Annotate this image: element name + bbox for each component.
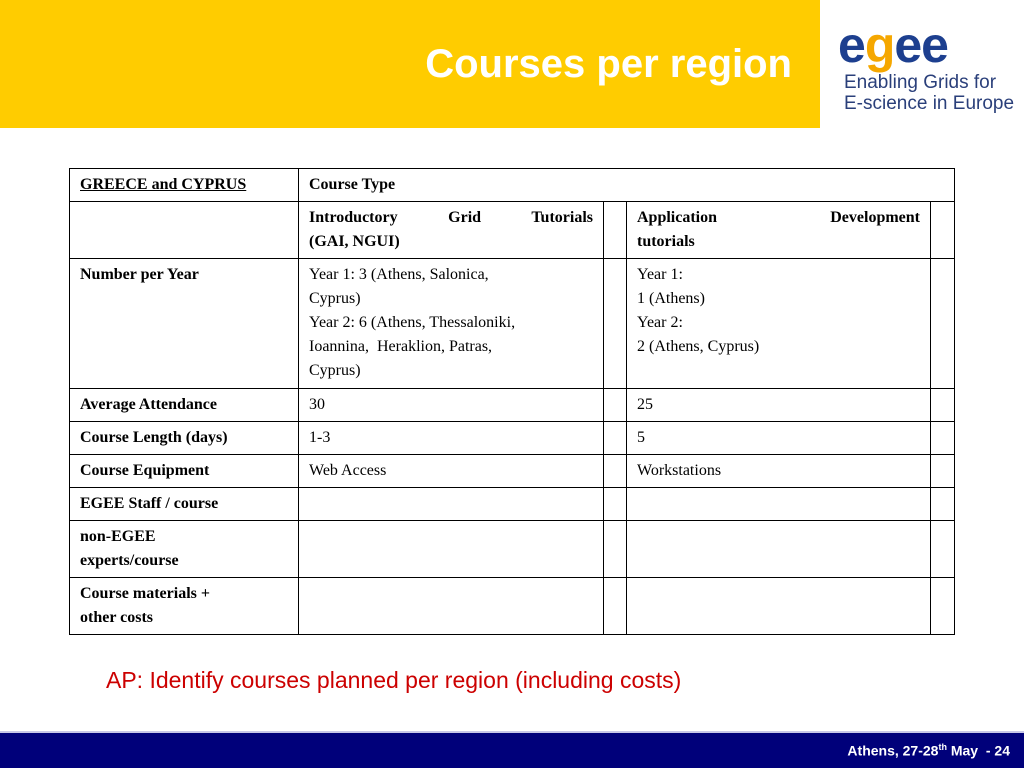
row-label bbox=[70, 521, 299, 578]
spacer-cell bbox=[604, 455, 627, 488]
table-row bbox=[70, 259, 955, 389]
footer-band bbox=[0, 731, 1024, 768]
cell-line: Cyprus) bbox=[309, 362, 361, 379]
slide-title: Courses per region bbox=[425, 42, 792, 86]
spacer-cell bbox=[931, 389, 955, 422]
row-label-line: experts/course bbox=[80, 552, 179, 569]
table-cell: 1-3 bbox=[299, 422, 604, 455]
region-label: GREECE and CYPRUS bbox=[80, 176, 247, 193]
egee-logo bbox=[838, 17, 1018, 120]
table-cell bbox=[299, 259, 604, 389]
row-label: Course Equipment bbox=[70, 455, 299, 488]
logo-word bbox=[838, 17, 948, 73]
col2-header-line: tutorials bbox=[637, 233, 695, 250]
table-row bbox=[70, 578, 955, 635]
spacer-cell bbox=[931, 578, 955, 635]
table-cell bbox=[627, 259, 931, 389]
spacer-cell bbox=[604, 259, 627, 389]
table-row bbox=[70, 455, 955, 488]
spacer-cell bbox=[931, 455, 955, 488]
region-cell bbox=[70, 169, 299, 202]
spacer-cell bbox=[931, 521, 955, 578]
table-cell: 25 bbox=[627, 389, 931, 422]
table-cell bbox=[627, 488, 931, 521]
table-row bbox=[70, 389, 955, 422]
spacer-cell bbox=[931, 259, 955, 389]
row-label: EGEE Staff / course bbox=[70, 488, 299, 521]
cell-line: Ioannina, Heraklion, Patras, bbox=[309, 338, 493, 355]
table-cell bbox=[299, 521, 604, 578]
table-cell: Workstations bbox=[627, 455, 931, 488]
spacer-cell bbox=[604, 488, 627, 521]
row-label-line: non-EGEE bbox=[80, 528, 156, 545]
course-type-cell: Course Type bbox=[299, 169, 955, 202]
cell-line: 1 (Athens) bbox=[637, 290, 705, 307]
spacer-cell bbox=[604, 202, 627, 259]
footer-ordinal: th bbox=[938, 742, 947, 752]
row-label bbox=[70, 578, 299, 635]
table-row bbox=[70, 521, 955, 578]
col2-header bbox=[627, 202, 931, 259]
logo-letter-e: e bbox=[838, 17, 865, 73]
cell-line: Year 2: bbox=[637, 314, 683, 331]
table-cell: 5 bbox=[627, 422, 931, 455]
col1-header-line: (GAI, NGUI) bbox=[309, 233, 400, 250]
table-row bbox=[70, 169, 955, 202]
cell-line: 2 (Athens, Cyprus) bbox=[637, 338, 760, 355]
footer-text bbox=[847, 742, 1010, 759]
row-label: Average Attendance bbox=[70, 389, 299, 422]
cell-line: Year 2: 6 (Athens, Thessaloniki, bbox=[309, 314, 516, 331]
table-cell bbox=[627, 521, 931, 578]
cell-line: Cyprus) bbox=[309, 290, 361, 307]
empty-cell bbox=[70, 202, 299, 259]
logo-letter-g: g bbox=[864, 17, 895, 73]
table-cell: Web Access bbox=[299, 455, 604, 488]
spacer-cell bbox=[931, 422, 955, 455]
table-cell bbox=[299, 578, 604, 635]
spacer-cell bbox=[604, 521, 627, 578]
table-row bbox=[70, 202, 955, 259]
footer-page-number: May - 24 bbox=[946, 742, 1010, 759]
spacer-cell bbox=[604, 578, 627, 635]
row-label: Number per Year bbox=[70, 259, 299, 389]
table-cell bbox=[299, 488, 604, 521]
spacer-cell bbox=[604, 389, 627, 422]
action-point-note: AP: Identify courses planned per region (including costs) bbox=[106, 667, 682, 693]
footer-location-date: Athens, 27-28 bbox=[847, 742, 939, 759]
logo-letters-ee: ee bbox=[894, 17, 948, 73]
table-cell bbox=[627, 578, 931, 635]
table-row bbox=[70, 488, 955, 521]
courses-table bbox=[69, 168, 955, 635]
spacer-cell bbox=[604, 422, 627, 455]
spacer-cell bbox=[931, 202, 955, 259]
row-label: Course Length (days) bbox=[70, 422, 299, 455]
cell-line: Year 1: bbox=[637, 266, 683, 283]
table-cell: 30 bbox=[299, 389, 604, 422]
logo-tagline-1: Enabling Grids for bbox=[844, 72, 997, 93]
row-label-line: Course materials + bbox=[80, 585, 210, 602]
col1-header bbox=[299, 202, 604, 259]
col2-header-line: Application Development bbox=[637, 209, 920, 226]
table-row bbox=[70, 422, 955, 455]
spacer-cell bbox=[931, 488, 955, 521]
cell-line: Year 1: 3 (Athens, Salonica, bbox=[309, 266, 489, 283]
logo-tagline-2: E-science in Europe bbox=[844, 93, 1015, 114]
col1-header-line: Introductory Grid Tutorials bbox=[309, 209, 593, 226]
row-label-line: other costs bbox=[80, 609, 154, 626]
